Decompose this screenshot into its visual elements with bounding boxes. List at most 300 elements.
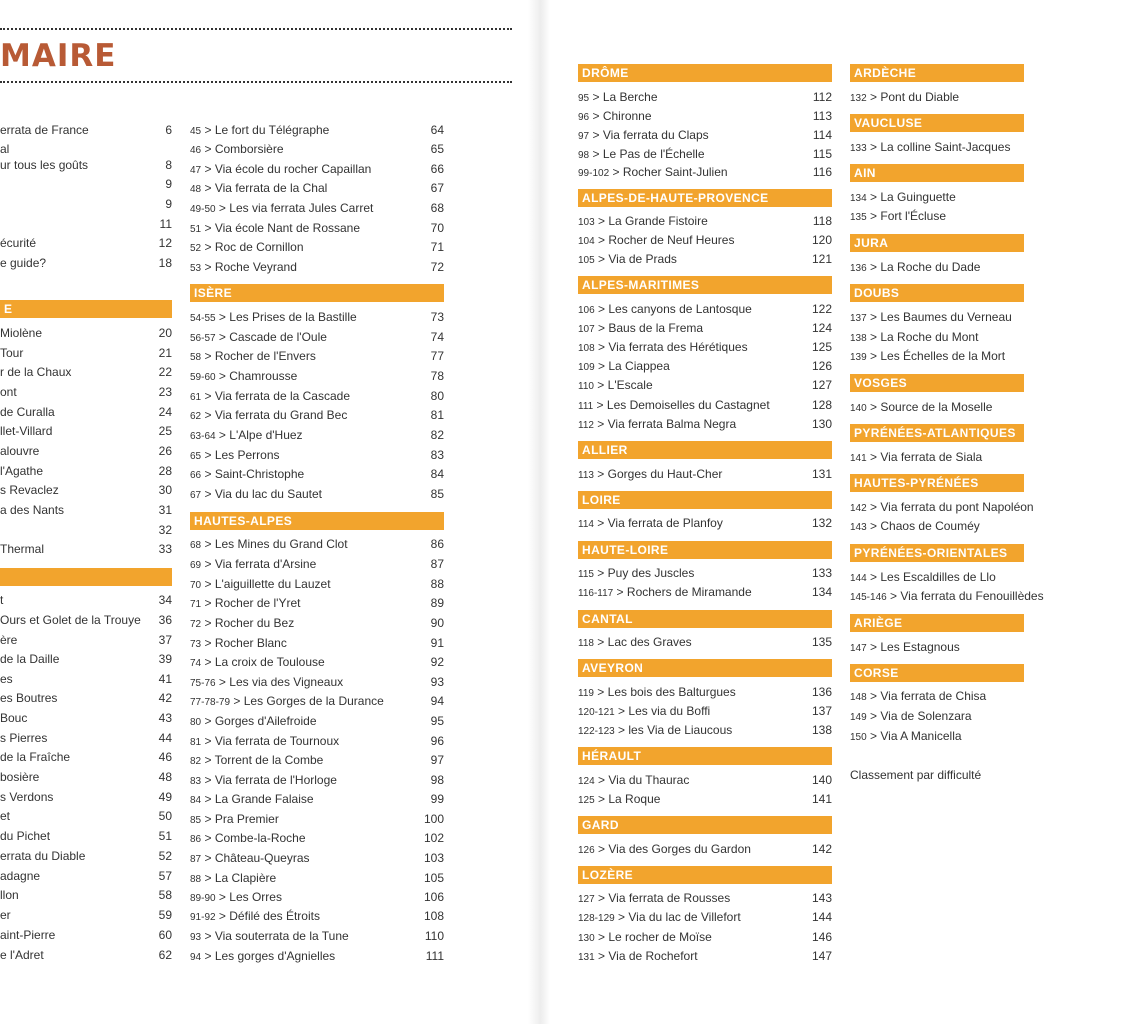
toc-entry xyxy=(190,614,444,633)
page-number: 146 xyxy=(811,930,832,944)
entry-number: 58 xyxy=(190,352,202,363)
page-number: 96 xyxy=(430,734,444,748)
entry-title: La Ciappea xyxy=(608,359,670,373)
toc-entry xyxy=(0,827,172,846)
entry-number: 135 xyxy=(850,212,867,223)
toc-entry xyxy=(190,179,444,198)
entry-number: 85 xyxy=(190,815,202,826)
entry-label: 106 > Les canyons de Lantosque xyxy=(578,302,752,316)
toc-entry xyxy=(0,442,172,461)
entry-number: 95 xyxy=(578,93,590,104)
entry-label: 125 > La Roque xyxy=(578,792,661,806)
toc-column-4 xyxy=(850,0,1044,1024)
entry-title: Le fort du Télégraphe xyxy=(214,123,330,137)
entry-label: 139 > Les Échelles de la Mort xyxy=(850,349,1006,363)
entry-label xyxy=(0,807,10,826)
entry-title: es Boutres xyxy=(0,691,58,705)
entry-number: 87 xyxy=(190,854,202,865)
entry-title: Lac des Graves xyxy=(607,635,692,649)
entry-number: 138 xyxy=(850,333,867,344)
entry-title: Rocher de Neuf Heures xyxy=(608,233,735,247)
page-number: 124 xyxy=(811,321,832,335)
page-number: 65 xyxy=(430,142,444,156)
page-number: 78 xyxy=(430,369,444,383)
page-number: 126 xyxy=(811,359,832,373)
entry-label: 116-117 > Rochers de Miramande xyxy=(578,585,752,599)
page-number: 52 xyxy=(158,849,172,863)
page-title: MAIRE xyxy=(0,38,117,74)
region-header: AIN xyxy=(850,164,1024,182)
entry-label xyxy=(0,748,70,767)
toc-entry xyxy=(190,771,444,790)
toc-column-3 xyxy=(578,0,832,1024)
entry-label: 46 > Comborsière xyxy=(190,142,284,156)
page-number: 100 xyxy=(423,812,444,826)
entry-label xyxy=(0,926,55,945)
entry-number: 61 xyxy=(190,392,202,403)
entry-label: 115 > Puy des Juscles xyxy=(578,566,695,580)
entry-label xyxy=(0,906,11,925)
toc-entry xyxy=(578,790,832,809)
page-number: 21 xyxy=(158,346,172,360)
entry-number: 110 xyxy=(578,381,594,392)
toc-entry xyxy=(850,587,1044,606)
entry-number: 94 xyxy=(190,952,202,963)
entry-title: Rocher du Bez xyxy=(214,616,295,630)
entry-number: 120-121 xyxy=(578,707,615,718)
entry-label: 54-55 > Les Prises de la Bastille xyxy=(190,310,357,324)
entry-title: Roche Veyrand xyxy=(214,260,297,274)
region-header: LOZÈRE xyxy=(578,866,832,884)
page-number: 115 xyxy=(812,147,832,161)
page-number: 70 xyxy=(430,221,444,235)
entry-label xyxy=(0,946,44,965)
region-header: PYRÉNÉES-ATLANTIQUES xyxy=(850,424,1024,442)
entry-label: 99-102 > Rocher Saint-Julien xyxy=(578,165,728,179)
entry-label: 142 > Via ferrata du pont Napoléon xyxy=(850,500,1034,514)
entry-title: Via ferrata Balma Negra xyxy=(607,417,737,431)
toc-entry xyxy=(578,947,832,966)
page-number: 135 xyxy=(811,635,832,649)
entry-title: Via du lac de Villefort xyxy=(628,910,741,924)
region-header: AVEYRON xyxy=(578,659,832,677)
toc-entry xyxy=(850,88,1024,107)
toc-entry xyxy=(578,212,832,231)
entry-label: 68 > Les Mines du Grand Clot xyxy=(190,537,348,551)
entry-title: La Roche du Mont xyxy=(880,330,979,344)
entry-title: Les canyons de Lantosque xyxy=(608,302,752,316)
toc-entry xyxy=(0,788,172,807)
toc-entry xyxy=(190,673,444,692)
entry-label: 88 > La Clapière xyxy=(190,871,277,885)
toc-entry xyxy=(0,121,172,140)
toc-entry xyxy=(578,514,832,533)
page-number: 42 xyxy=(158,691,172,705)
toc-entry xyxy=(190,426,444,445)
entry-number: 133 xyxy=(850,143,867,154)
entry-label: 77-78-79 > Les Gorges de la Durance xyxy=(190,694,384,708)
region-header: CANTAL xyxy=(578,610,832,628)
toc-entry xyxy=(0,383,172,402)
entry-label: 149 > Via de Solenzara xyxy=(850,709,972,723)
page-number: 66 xyxy=(430,162,444,176)
region-header: ARDÈCHE xyxy=(850,64,1024,82)
entry-number: 134 xyxy=(850,193,867,204)
entry-number: 149 xyxy=(850,712,867,723)
toc-entry xyxy=(0,847,172,866)
page-number: 68 xyxy=(430,201,444,215)
entry-number: 72 xyxy=(190,619,202,630)
entry-label xyxy=(0,827,50,846)
toc-entry xyxy=(850,638,1024,657)
toc-entry xyxy=(190,888,444,907)
entry-number: 132 xyxy=(850,93,867,104)
entry-number: 66 xyxy=(190,470,202,481)
entry-number: 114 xyxy=(578,519,594,530)
entry-label: 58 > Rocher de l'Envers xyxy=(190,349,316,363)
page-number: 134 xyxy=(811,585,832,599)
toc-entry xyxy=(190,692,444,711)
page-number: 30 xyxy=(158,483,172,497)
entry-title: s Pierres xyxy=(0,731,48,745)
entry-label xyxy=(0,156,88,175)
region-header: E xyxy=(0,300,172,318)
toc-entry xyxy=(850,568,1024,587)
page-number: 36 xyxy=(158,613,172,627)
toc-entry xyxy=(0,886,172,905)
region-header: PYRÉNÉES-ORIENTALES xyxy=(850,544,1024,562)
entry-number: 52 xyxy=(190,243,202,254)
toc-entry xyxy=(190,790,444,809)
region-header: LOIRE xyxy=(578,491,832,509)
region-header: HAUTES-PYRÉNÉES xyxy=(850,474,1024,492)
entry-title: Torrent de la Combe xyxy=(214,753,324,767)
page-number: 89 xyxy=(430,596,444,610)
entry-title: Les Perrons xyxy=(214,448,280,462)
entry-title: L'Alpe d'Huez xyxy=(229,428,303,442)
toc-entry xyxy=(0,215,172,234)
entry-label: 131 > Via de Rochefort xyxy=(578,949,698,963)
entry-number: 67 xyxy=(190,490,202,501)
region-header xyxy=(0,568,172,586)
entry-label xyxy=(0,442,39,461)
entry-number: 69 xyxy=(190,560,202,571)
toc-entry xyxy=(578,702,832,721)
entry-title: Les via du Boffi xyxy=(628,704,711,718)
toc-entry xyxy=(578,163,832,182)
page-number: 105 xyxy=(423,871,444,885)
entry-label: 83 > Via ferrata de l'Horloge xyxy=(190,773,337,787)
entry-label: 128-129 > Via du lac de Villefort xyxy=(578,910,741,924)
toc-entry xyxy=(0,650,172,669)
entry-title: Fort l'Écluse xyxy=(880,209,947,223)
page-number: 106 xyxy=(423,890,444,904)
entry-label: 138 > La Roche du Mont xyxy=(850,330,979,344)
entry-title: Chamrousse xyxy=(229,369,298,383)
entry-number: 105 xyxy=(578,255,595,266)
toc-entry xyxy=(0,946,172,965)
page-number: 48 xyxy=(158,770,172,784)
entry-number: 97 xyxy=(578,131,590,142)
region-header: ISÈRE xyxy=(190,284,444,302)
toc-entry xyxy=(190,160,444,179)
toc-entry xyxy=(578,357,832,376)
page-number: 144 xyxy=(811,910,832,924)
entry-label: 113 > Gorges du Haut-Cher xyxy=(578,467,723,481)
entry-title: Ours et Golet de la Trouye xyxy=(0,613,141,627)
entry-number: 89-90 xyxy=(190,893,216,904)
entry-label: 82 > Torrent de la Combe xyxy=(190,753,324,767)
page-number: 59 xyxy=(158,908,172,922)
entry-label xyxy=(0,729,47,748)
entry-label: 85 > Pra Premier xyxy=(190,812,279,826)
entry-label: 120-121 > Les via du Boffi xyxy=(578,704,711,718)
region-header: JURA xyxy=(850,234,1024,252)
entry-label: 137 > Les Baumes du Verneau xyxy=(850,310,1012,324)
entry-title: Via de Rochefort xyxy=(608,949,698,963)
entry-label xyxy=(0,501,64,520)
toc-entry xyxy=(190,347,444,366)
entry-title: Les via des Vigneaux xyxy=(229,675,344,689)
entry-label xyxy=(0,709,27,728)
entry-number: 147 xyxy=(850,643,867,654)
page-number: 85 xyxy=(430,487,444,501)
toc-entry xyxy=(190,829,444,848)
page-number: 44 xyxy=(158,731,172,745)
entry-title: Via ferrata de la Cascade xyxy=(214,389,351,403)
entry-title: Les Prises de la Bastille xyxy=(229,310,357,324)
toc-entry xyxy=(0,926,172,945)
entry-label: 56-57 > Cascade de l'Oule xyxy=(190,330,327,344)
entry-number: 137 xyxy=(850,313,867,324)
toc-entry xyxy=(850,448,1024,467)
toc-entry xyxy=(578,338,832,357)
entry-label xyxy=(0,768,39,787)
entry-title: r de la Chaux xyxy=(0,365,72,379)
entry-label: 127 > Via ferrata de Rousses xyxy=(578,891,731,905)
toc-entry xyxy=(190,140,444,159)
toc-entry xyxy=(578,583,832,602)
entry-title: Rocher Saint-Julien xyxy=(622,165,728,179)
entry-label: 134 > La Guinguette xyxy=(850,190,956,204)
toc-entry xyxy=(578,145,832,164)
entry-title: Château-Queyras xyxy=(214,851,310,865)
page-number: 130 xyxy=(811,417,832,431)
toc-entry xyxy=(0,631,172,650)
toc-entry xyxy=(0,540,172,559)
region-header: ALLIER xyxy=(578,441,832,459)
toc-entry xyxy=(0,689,172,708)
entry-number: 113 xyxy=(578,470,594,481)
entry-label: 105 > Via de Prads xyxy=(578,252,677,266)
toc-entry xyxy=(0,768,172,787)
entry-label: 145-146 > Via ferrata du Fenouillèdes xyxy=(850,589,1044,603)
region-header: ALPES-DE-HAUTE-PROVENCE xyxy=(578,189,832,207)
entry-title: Thermal xyxy=(0,542,45,556)
entry-title: Les Escaldilles de Llo xyxy=(880,570,996,584)
toc-entry xyxy=(850,188,1024,207)
entry-label: 130 > Le rocher de Moïse xyxy=(578,930,712,944)
page-number: 64 xyxy=(430,123,444,137)
toc-entry xyxy=(190,446,444,465)
entry-title: er xyxy=(0,908,11,922)
page-number: 113 xyxy=(812,109,832,123)
entry-title: Via ferrata du Fenouillèdes xyxy=(900,589,1044,603)
entry-title: Les via ferrata Jules Carret xyxy=(229,201,374,215)
page-number: 125 xyxy=(811,340,832,354)
entry-title: Les Mines du Grand Clot xyxy=(214,537,348,551)
entry-title: l'Agathe xyxy=(0,464,43,478)
page-number: 116 xyxy=(812,165,832,179)
page-number: 93 xyxy=(430,675,444,689)
entry-title: Le rocher de Moïse xyxy=(608,930,712,944)
entry-number: 59-60 xyxy=(190,372,216,383)
entry-number: 46 xyxy=(190,145,202,156)
entry-label xyxy=(0,788,53,807)
toc-entry xyxy=(190,751,444,770)
entry-title: Via ferrata de Tournoux xyxy=(214,734,340,748)
entry-title: Comborsière xyxy=(214,142,284,156)
entry-number: 48 xyxy=(190,184,202,195)
entry-title: errata de France xyxy=(0,123,89,137)
page-number: 80 xyxy=(430,389,444,403)
entry-label xyxy=(0,481,59,500)
entry-number: 49-50 xyxy=(190,204,216,215)
entry-title: Via du lac du Sautet xyxy=(214,487,323,501)
entry-title: de la Daille xyxy=(0,652,60,666)
entry-title: es xyxy=(0,672,13,686)
page-number: 102 xyxy=(423,831,444,845)
page-number: 114 xyxy=(812,128,832,142)
toc-entry xyxy=(850,207,1024,226)
toc-entry xyxy=(190,199,444,218)
entry-label xyxy=(0,847,85,866)
entry-label xyxy=(0,689,57,708)
toc-entry xyxy=(0,254,172,273)
page-number: 9 xyxy=(165,177,172,191)
entry-label: 47 > Via école du rocher Capaillan xyxy=(190,162,372,176)
entry-title: Cascade de l'Oule xyxy=(229,330,327,344)
entry-label: 59-60 > Chamrousse xyxy=(190,369,298,383)
book-gutter xyxy=(528,0,550,1024)
entry-label: 52 > Roc de Cornillon xyxy=(190,240,304,254)
page-number: 84 xyxy=(430,467,444,481)
page-number: 60 xyxy=(158,928,172,942)
entry-title: Rocher Blanc xyxy=(214,636,287,650)
page-number: 136 xyxy=(811,685,832,699)
page-number: 34 xyxy=(158,593,172,607)
entry-label: 48 > Via ferrata de la Chal xyxy=(190,181,328,195)
entry-number: 96 xyxy=(578,112,590,123)
region-header: CORSE xyxy=(850,664,1024,682)
entry-title: Via ferrata de Planfoy xyxy=(607,516,723,530)
entry-title: Rochers de Miramande xyxy=(626,585,752,599)
toc-entry xyxy=(578,771,832,790)
entry-label: 74 > La croix de Toulouse xyxy=(190,655,325,669)
toc-entry xyxy=(850,707,1024,726)
page-number: 6 xyxy=(165,123,172,137)
entry-label xyxy=(0,611,141,630)
region-header: VOSGES xyxy=(850,374,1024,392)
page-number: 24 xyxy=(158,405,172,419)
difficulty-note: Classement par difficulté xyxy=(850,768,982,782)
entry-label: 147 > Les Estagnous xyxy=(850,640,960,654)
toc-entry xyxy=(190,406,444,425)
toc-entry xyxy=(0,591,172,610)
entry-title: Via souterrata de la Tune xyxy=(214,929,349,943)
entry-title: Via ferrata de la Chal xyxy=(214,181,328,195)
toc-entry xyxy=(190,810,444,829)
entry-label: 91-92 > Défilé des Étroits xyxy=(190,909,320,923)
toc-entry xyxy=(190,367,444,386)
toc-entry xyxy=(578,908,832,927)
entry-title: Les Échelles de la Mort xyxy=(880,349,1006,363)
entry-label: 107 > Baus de la Frema xyxy=(578,321,704,335)
toc-entry xyxy=(190,328,444,347)
toc-entry xyxy=(850,308,1024,327)
entry-title: Via ferrata du Grand Bec xyxy=(214,408,348,422)
entry-label xyxy=(0,591,3,610)
page-number: 140 xyxy=(811,773,832,787)
entry-title: Via ferrata de Siala xyxy=(880,450,983,464)
entry-label xyxy=(0,886,19,905)
toc-entry xyxy=(578,928,832,947)
entry-label: 140 > Source de la Moselle xyxy=(850,400,993,414)
toc-entry xyxy=(578,88,832,107)
entry-number: 80 xyxy=(190,717,202,728)
entry-label xyxy=(0,631,17,650)
page-number: 50 xyxy=(158,809,172,823)
toc-entry xyxy=(190,238,444,257)
toc-entry xyxy=(190,849,444,868)
page-number: 39 xyxy=(158,652,172,666)
entry-label: 71 > Rocher de l'Yret xyxy=(190,596,301,610)
page-number: 90 xyxy=(430,616,444,630)
page-number: 97 xyxy=(430,753,444,767)
region-header: VAUCLUSE xyxy=(850,114,1024,132)
toc-column-2 xyxy=(190,0,444,1024)
entry-title: Rocher de l'Envers xyxy=(214,349,316,363)
toc-entry xyxy=(578,633,832,652)
entry-label: 80 > Gorges d'Ailefroide xyxy=(190,714,317,728)
entry-title: ère xyxy=(0,633,18,647)
page-number: 8 xyxy=(165,158,172,172)
toc-entry xyxy=(578,396,832,415)
entry-title: Source de la Moselle xyxy=(880,400,993,414)
entry-label: 119 > Les bois des Balturgues xyxy=(578,685,736,699)
entry-number: 107 xyxy=(578,324,595,335)
toc-entry xyxy=(578,376,832,395)
page-number: 110 xyxy=(424,929,444,943)
entry-title: Rocher de l'Yret xyxy=(214,596,301,610)
page-number: 26 xyxy=(158,444,172,458)
entry-number: 106 xyxy=(578,305,595,316)
entry-label xyxy=(0,422,52,441)
toc-entry xyxy=(0,807,172,826)
entry-title: La Berche xyxy=(602,90,658,104)
page-number: 141 xyxy=(811,792,832,806)
region-header: GARD xyxy=(578,816,832,834)
toc-entry xyxy=(578,107,832,126)
entry-number: 145-146 xyxy=(850,592,887,603)
toc-entry xyxy=(190,485,444,504)
entry-number: 88 xyxy=(190,874,202,885)
entry-number: 86 xyxy=(190,834,202,845)
toc-entry xyxy=(190,947,444,966)
entry-label xyxy=(0,121,89,140)
entry-title: Via ferrata de Rousses xyxy=(608,891,731,905)
entry-number: 111 xyxy=(578,401,594,412)
